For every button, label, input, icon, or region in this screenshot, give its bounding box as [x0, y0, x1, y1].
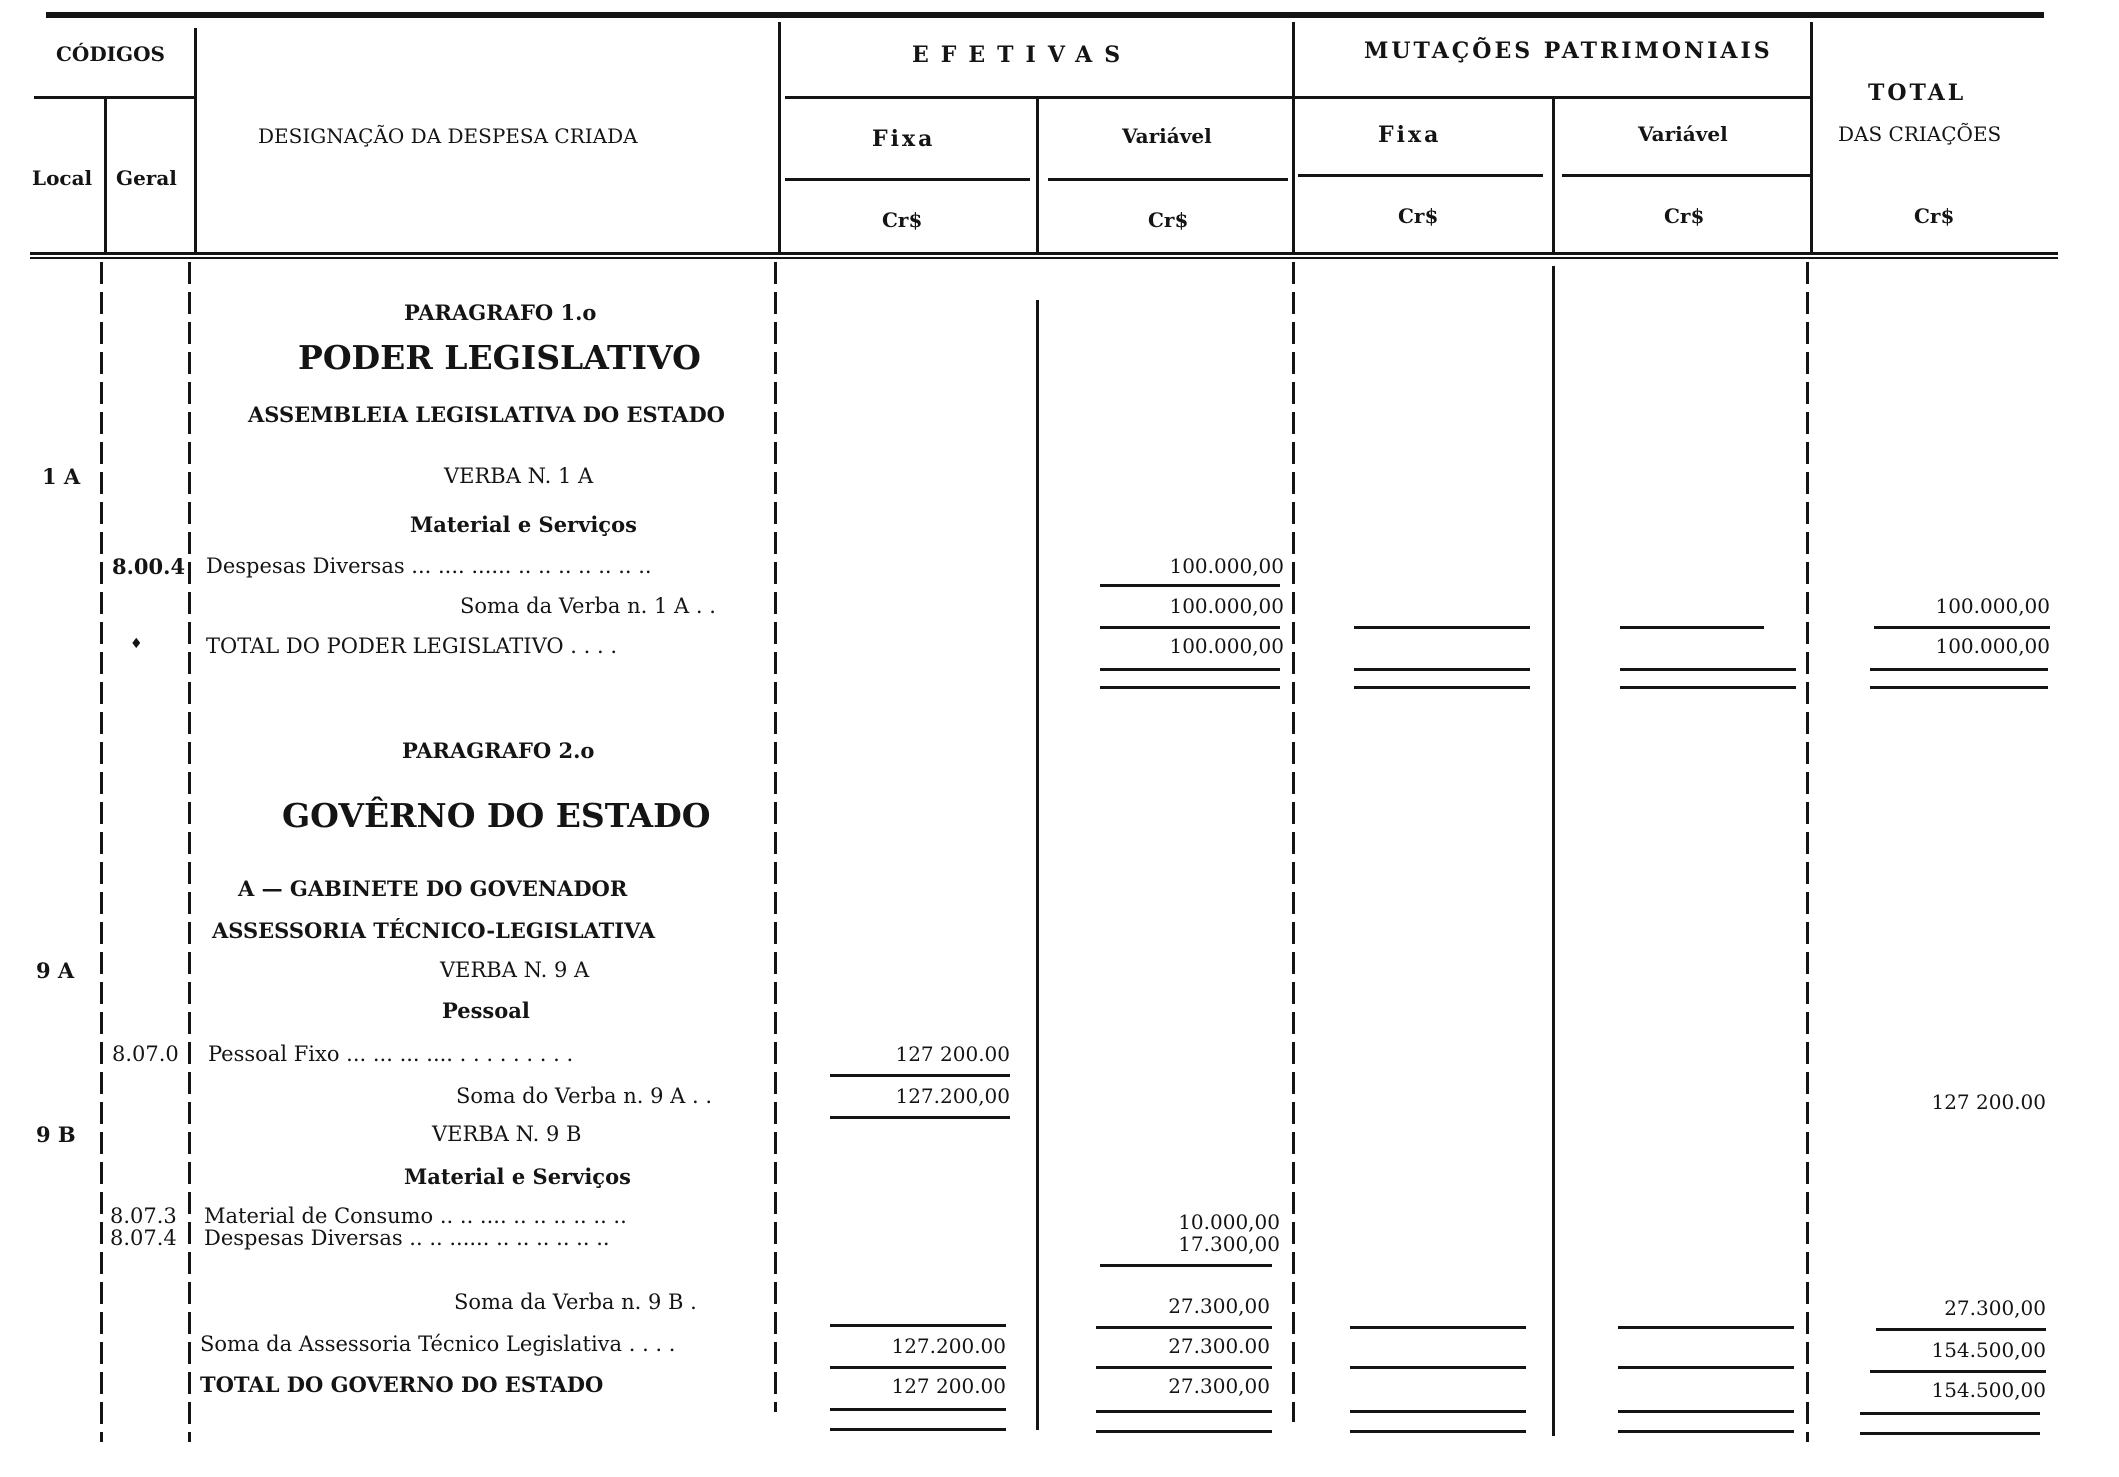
currency-efetivas-variavel: Cr$ — [1148, 208, 1189, 232]
total-governo-variavel: 27.300,00 — [1168, 1374, 1270, 1398]
header-vline-3 — [778, 22, 781, 253]
soma-9b-total: 27.300,00 — [1944, 1296, 2046, 1320]
body-vline-designacao — [774, 262, 777, 1412]
rule-total-leg-mv-1 — [1620, 668, 1796, 671]
var-underline-2 — [1562, 174, 1810, 177]
verba-9a-code: 9 A — [36, 958, 75, 983]
rule-soma-9b-total — [1876, 1328, 2046, 1331]
soma-1a-variavel: 100.000,00 — [1169, 594, 1284, 618]
header-vline-1 — [104, 98, 107, 253]
rule-total-leg-mv-2 — [1620, 686, 1796, 689]
rule-assessoria-var — [1096, 1366, 1272, 1369]
soma-9a-fixa: 127.200,00 — [895, 1084, 1010, 1108]
soma-9a-label: Soma do Verba n. 9 A . . — [456, 1084, 713, 1108]
verba-1a-title: VERBA N. 1 A — [444, 464, 594, 488]
soma-assessoria-variavel: 27.300.00 — [1168, 1334, 1270, 1358]
rule-total-gov-mv-2 — [1618, 1430, 1794, 1433]
rule-soma-9a — [830, 1116, 1010, 1119]
total-legislativo-variavel: 100.000,00 — [1169, 634, 1284, 658]
rule-soma-1a-total — [1874, 626, 2050, 629]
verba-9b-sub: Material e Serviços — [404, 1164, 631, 1189]
total-header: TOTAL — [1868, 80, 1967, 106]
section2-title: GOVÊRNO DO ESTADO — [282, 796, 711, 835]
rule-total-gov-mv-1 — [1618, 1410, 1794, 1413]
rule-verba-1a — [1100, 584, 1280, 587]
verba-9b-title: VERBA N. 9 B — [432, 1122, 582, 1146]
verba-9a-title: VERBA N. 9 A — [440, 958, 590, 982]
item-8073-label: Material de Consumo .. .. .... .. .. .. .. .. .. — [204, 1204, 627, 1228]
rule-soma-9b-mv — [1618, 1326, 1794, 1329]
var-underline-1 — [1048, 178, 1288, 181]
mutacoes-fixa-header: Fixa — [1378, 122, 1442, 148]
header-bottom-rule — [30, 252, 2058, 255]
verba-1a-sub: Material e Serviços — [410, 512, 637, 537]
header-vline-7 — [1810, 22, 1813, 253]
efetivas-variavel-header: Variável — [1122, 124, 1212, 148]
codigos-header: CÓDIGOS — [56, 42, 165, 66]
header-bottom-rule-2 — [30, 257, 2058, 259]
rule-total-gov-mf-2 — [1350, 1430, 1526, 1433]
efetivas-underline — [785, 96, 1810, 99]
fixa-underline-2 — [1298, 174, 1543, 177]
body-vline-fixa — [1036, 300, 1039, 1430]
rule-assessoria-mf — [1350, 1366, 1526, 1369]
rule-verba-9a — [830, 1074, 1010, 1077]
rule-total-gov-fixa-2 — [830, 1428, 1006, 1431]
header-vline-2 — [194, 28, 197, 253]
currency-efetivas-fixa: Cr$ — [882, 208, 923, 232]
body-vline-mut-fixa — [1552, 266, 1555, 1436]
item-8073-variavel: 10.000,00 — [1178, 1210, 1280, 1234]
header-vline-6 — [1552, 98, 1555, 253]
soma-assessoria-fixa: 127.200.00 — [891, 1334, 1006, 1358]
item-8074-label: Despesas Diversas .. .. ...... .. .. .. .. .. .. — [204, 1226, 610, 1250]
item-8073-code: 8.07.3 — [110, 1204, 177, 1228]
rule-total-gov-t-1 — [1860, 1412, 2040, 1415]
rule-total-gov-var-2 — [1096, 1430, 1272, 1433]
rule-soma-9b-var — [1096, 1326, 1272, 1329]
rule-total-leg-t-2 — [1870, 686, 2048, 689]
rule-total-gov-fixa-1 — [830, 1408, 1006, 1411]
rule-total-leg-t-1 — [1870, 668, 2048, 671]
geral-header: Geral — [116, 166, 177, 190]
rule-soma-9b-fixa — [830, 1324, 1006, 1327]
rule-soma-9b-mf — [1350, 1326, 1526, 1329]
codigos-underline — [34, 96, 194, 99]
rule-total-gov-mf-1 — [1350, 1410, 1526, 1413]
rule-soma-1a-mut-fixa — [1354, 626, 1530, 629]
section2-sub-b: ASSESSORIA TÉCNICO-LEGISLATIVA — [212, 918, 656, 943]
total-legislativo-total: 100.000,00 — [1935, 634, 2050, 658]
item-8070-fixa: 127 200.00 — [895, 1042, 1010, 1066]
total-governo-total: 154.500,00 — [1931, 1378, 2046, 1402]
local-header: Local — [32, 166, 93, 190]
rule-verba-9b — [1100, 1264, 1272, 1267]
item-8004-label: Despesas Diversas ... .... ...... .. .. .. .. .. .. .. — [206, 554, 652, 578]
header-vline-4 — [1036, 98, 1039, 253]
rule-total-leg-var-1 — [1100, 668, 1280, 671]
rule-total-leg-var-2 — [1100, 686, 1280, 689]
body-vline-mut-variavel — [1806, 262, 1809, 1442]
efetivas-header: EFETIVAS — [912, 42, 1133, 68]
top-rule — [46, 12, 2044, 18]
efetivas-fixa-header: Fixa — [872, 126, 936, 152]
body-vline-local — [100, 262, 103, 1442]
body-vline-variavel — [1292, 262, 1295, 1422]
total-legislativo-mark: ♦ — [130, 636, 143, 652]
paragrafo-2: PARAGRAFO 2.o — [402, 738, 595, 763]
item-8074-code: 8.07.4 — [110, 1226, 177, 1250]
soma-assessoria-total: 154.500,00 — [1931, 1338, 2046, 1362]
item-8074-variavel: 17.300,00 — [1178, 1232, 1280, 1256]
item-8004-code: 8.00.4 — [112, 554, 186, 579]
soma-1a-label: Soma da Verba n. 1 A . . — [460, 594, 716, 618]
soma-9b-label: Soma da Verba n. 9 B . — [454, 1290, 697, 1314]
designacao-header: DESIGNAÇÃO DA DESPESA CRIADA — [258, 124, 638, 148]
rule-soma-1a-mut-var — [1620, 626, 1764, 629]
total-governo-label: TOTAL DO GOVERNO DO ESTADO — [200, 1372, 604, 1397]
verba-9b-code: 9 B — [36, 1122, 76, 1147]
soma-9b-variavel: 27.300,00 — [1168, 1294, 1270, 1318]
rule-total-leg-mf-2 — [1354, 686, 1530, 689]
fixa-underline-1 — [785, 178, 1030, 181]
rule-assessoria-total — [1870, 1370, 2046, 1373]
rule-assessoria-mv — [1618, 1366, 1794, 1369]
currency-mutacoes-fixa: Cr$ — [1398, 204, 1439, 228]
mutacoes-variavel-header: Variável — [1638, 122, 1728, 146]
rule-total-gov-var-1 — [1096, 1410, 1272, 1413]
item-8004-variavel: 100.000,00 — [1169, 554, 1284, 578]
section1-subtitle: ASSEMBLEIA LEGISLATIVA DO ESTADO — [248, 402, 725, 427]
mutacoes-header: MUTAÇÕES PATRIMONIAIS — [1364, 38, 1773, 64]
item-8070-label: Pessoal Fixo ... ... ... .... . . . . . . . . . — [208, 1042, 574, 1066]
rule-soma-1a-var — [1100, 626, 1280, 629]
total-criacoes-header: DAS CRIAÇÕES — [1838, 122, 2002, 146]
rule-total-gov-t-2 — [1860, 1432, 2040, 1435]
currency-total: Cr$ — [1914, 204, 1955, 228]
verba-9a-sub: Pessoal — [442, 998, 530, 1023]
paragrafo-1: PARAGRAFO 1.o — [404, 300, 597, 325]
total-governo-fixa: 127 200.00 — [891, 1374, 1006, 1398]
section1-title: PODER LEGISLATIVO — [298, 338, 701, 377]
currency-mutacoes-variavel: Cr$ — [1664, 204, 1705, 228]
section2-sub-a: A — GABINETE DO GOVENADOR — [238, 876, 628, 901]
verba-1a-code: 1 A — [42, 464, 81, 489]
soma-9a-total: 127 200.00 — [1931, 1090, 2046, 1114]
header-vline-5 — [1292, 22, 1295, 253]
soma-1a-total: 100.000,00 — [1935, 594, 2050, 618]
rule-assessoria-fixa — [830, 1366, 1006, 1369]
soma-assessoria-label: Soma da Assessoria Técnico Legislativa . . . . — [200, 1332, 676, 1356]
body-vline-geral — [188, 262, 191, 1442]
rule-total-leg-mf-1 — [1354, 668, 1530, 671]
total-legislativo-label: TOTAL DO PODER LEGISLATIVO . . . . — [206, 634, 618, 658]
item-8070-code: 8.07.0 — [112, 1042, 179, 1066]
